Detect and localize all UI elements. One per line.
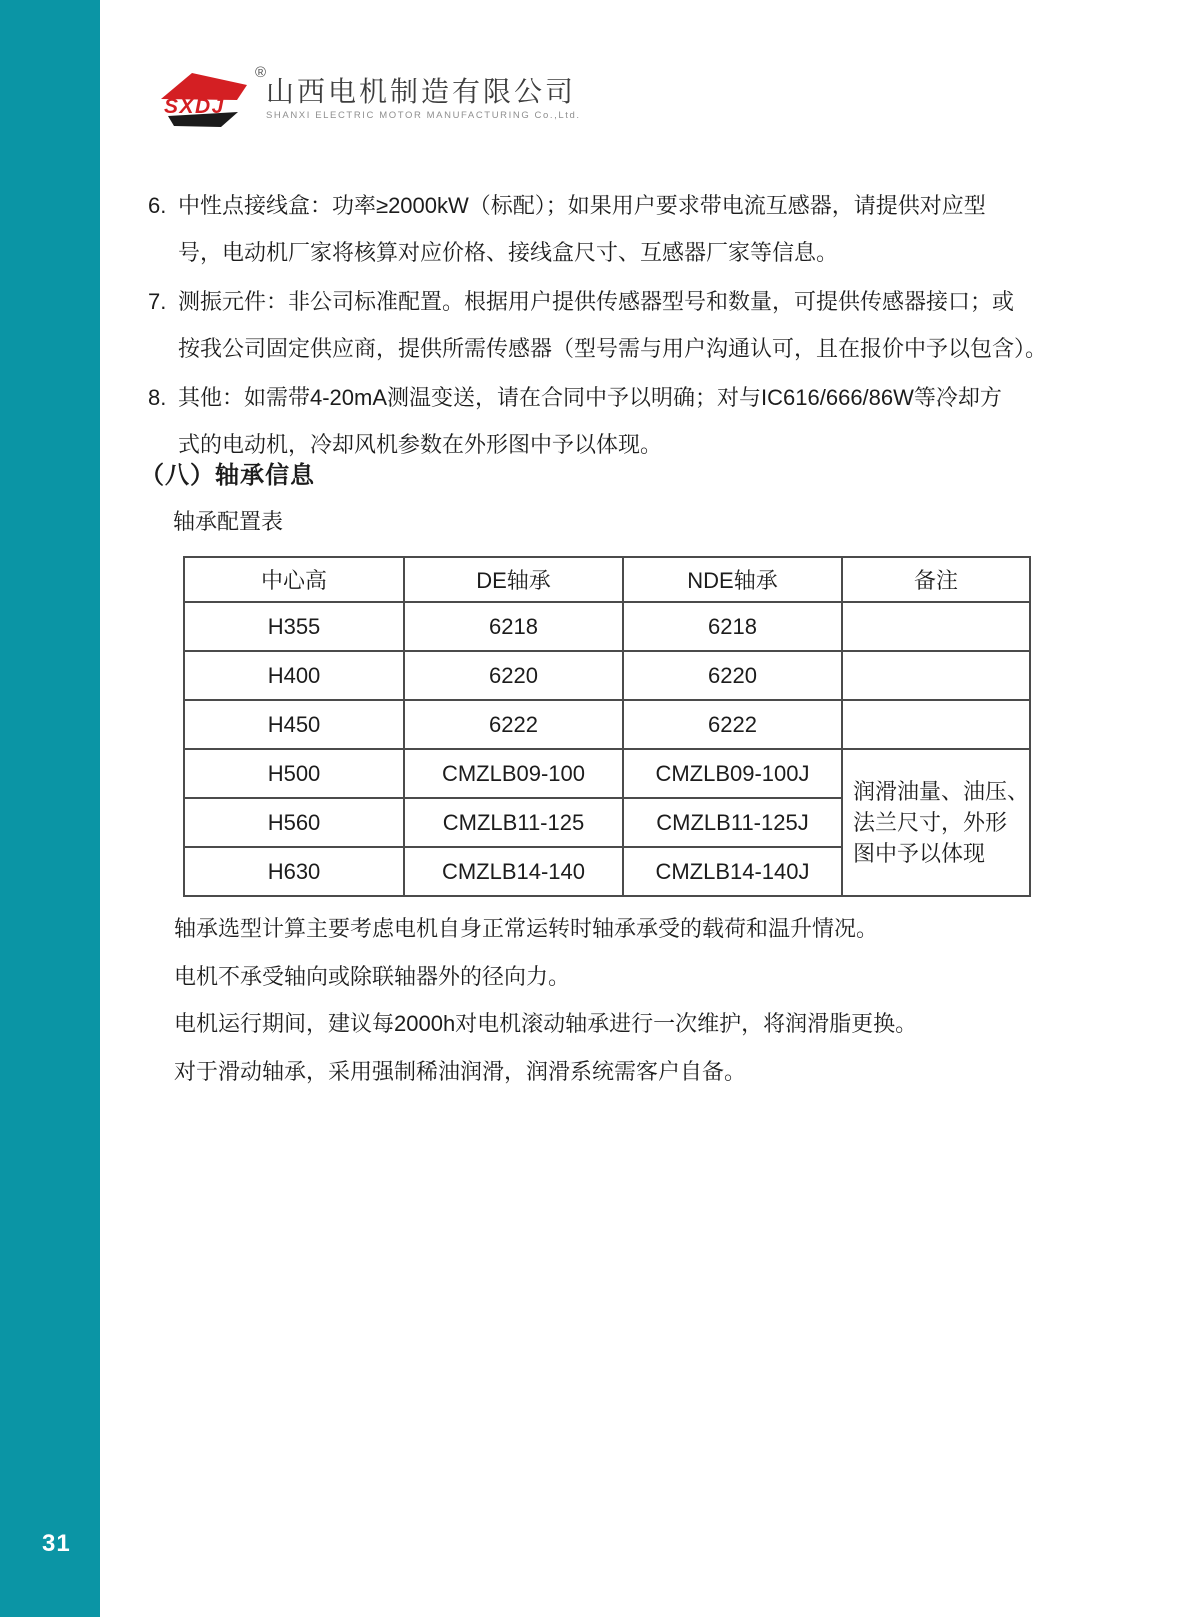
item-text: 中性点接线盒：功率≥2000kW（标配）；如果用户要求带电流互感器，请提供对应型: [178, 193, 986, 218]
item-7-line-2: 按我公司固定供应商，提供所需传感器（型号需与用户沟通认可，且在报价中予以包含）。: [178, 336, 1048, 361]
cell-de-bearing: 6218: [404, 602, 623, 651]
cell-de-bearing: 6222: [404, 700, 623, 749]
cell-de-bearing: CMZLB11-125: [404, 798, 623, 847]
note-line: 电机运行期间，建议每2000h对电机滚动轴承进行一次维护，将润滑脂更换。: [174, 1011, 918, 1036]
header-de-bearing: DE轴承: [404, 557, 623, 602]
cell-nde-bearing: CMZLB11-125J: [623, 798, 842, 847]
header-remark: 备注: [842, 557, 1030, 602]
cell-de-bearing: 6220: [404, 651, 623, 700]
cell-center-height: H500: [184, 749, 404, 798]
sxdj-logo-mark: [158, 64, 266, 130]
page-number: 31: [42, 1530, 71, 1557]
cell-center-height: H630: [184, 847, 404, 896]
logo-mark-icon: [158, 68, 250, 130]
cell-center-height: H400: [184, 651, 404, 700]
table-row: [184, 651, 1030, 700]
bearing-config-table: [183, 556, 1031, 897]
cell-remark-empty: [842, 602, 1030, 651]
company-logo: [158, 64, 581, 130]
table-row: [184, 602, 1030, 651]
note-line: 轴承选型计算主要考虑电机自身正常运转时轴承承受的载荷和温升情况。: [174, 916, 879, 941]
cell-remark-merged: [842, 749, 1030, 896]
item-7: [148, 278, 1108, 372]
item-8-line-1: [148, 374, 1108, 421]
item-number: 8.: [148, 385, 167, 410]
cell-remark-empty: [842, 651, 1030, 700]
numbered-items: [148, 182, 1108, 470]
header-center-height: 中心高: [184, 557, 404, 602]
remark-line: 法兰尺寸，外形: [853, 810, 1008, 835]
company-names: [266, 77, 581, 121]
item-6-line-1: [148, 182, 1108, 229]
cell-de-bearing: CMZLB09-100: [404, 749, 623, 798]
remark-line: 图中予以体现: [853, 841, 986, 866]
table-row: [184, 749, 1030, 798]
remark-line: 润滑油量、油压、: [853, 779, 1030, 804]
table-row: [184, 700, 1030, 749]
table-header-row: [184, 557, 1030, 602]
cell-de-bearing: CMZLB14-140: [404, 847, 623, 896]
section-heading-bearing-info: （八）轴承信息: [140, 462, 315, 489]
cell-nde-bearing: 6218: [623, 602, 842, 651]
item-number: 6.: [148, 193, 167, 218]
cell-center-height: H560: [184, 798, 404, 847]
bearing-notes: [174, 905, 917, 1095]
item-text: 测振元件：非公司标准配置。根据用户提供传感器型号和数量，可提供传感器接口；或: [178, 289, 1015, 314]
table-caption: 轴承配置表: [173, 509, 284, 534]
cell-nde-bearing: CMZLB14-140J: [623, 847, 842, 896]
cell-center-height: H450: [184, 700, 404, 749]
cell-nde-bearing: 6220: [623, 651, 842, 700]
note-line: 电机不承受轴向或除联轴器外的径向力。: [174, 963, 571, 989]
item-6: [148, 182, 1108, 276]
item-number: 7.: [148, 289, 167, 314]
item-7-line-1: [148, 278, 1108, 325]
company-name-en: SHANXI ELECTRIC MOTOR MANUFACTURING Co.,Ltd.: [266, 110, 581, 121]
item-8: [148, 374, 1108, 468]
logo-mark-text: SXDJ: [164, 95, 225, 118]
cell-nde-bearing: 6222: [623, 700, 842, 749]
cell-center-height: H355: [184, 602, 404, 651]
header-nde-bearing: NDE轴承: [623, 557, 842, 602]
note-line: 对于滑动轴承，采用强制稀油润滑，润滑系统需客户自备。: [174, 1058, 747, 1084]
company-name-cn: 山西电机制造有限公司: [266, 76, 577, 107]
cell-remark-empty: [842, 700, 1030, 749]
item-8-line-2: 式的电动机，冷却风机参数在外形图中予以体现。: [178, 432, 663, 457]
item-6-line-2: 号，电动机厂家将核算对应价格、接线盒尺寸、互感器厂家等信息。: [178, 240, 839, 265]
cell-nde-bearing: CMZLB09-100J: [623, 749, 842, 798]
left-accent-bar: [0, 0, 100, 1617]
registered-trademark-icon: ®: [254, 64, 266, 81]
item-text: 其他：如需带4-20mA测温变送，请在合同中予以明确；对与IC616/666/86W等冷却方: [178, 385, 1002, 410]
